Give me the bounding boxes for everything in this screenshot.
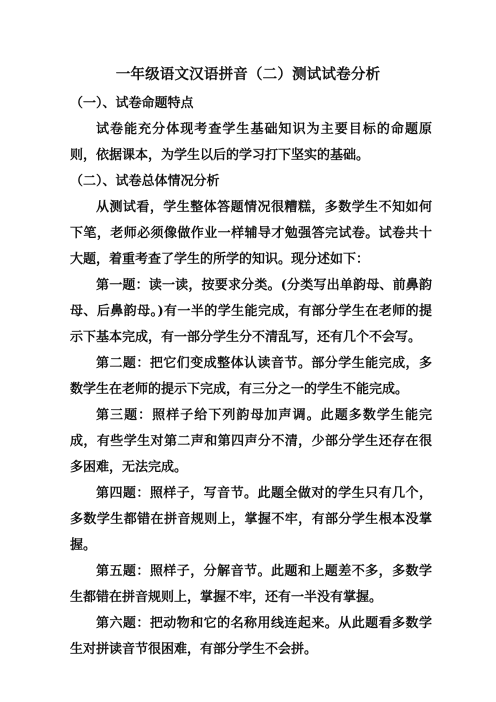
question-5-paragraph: 第五题：照样子，分解音节。此题和上题差不多，多数学生都错在拼音规则上，掌握不牢，还有一半没有掌握。 xyxy=(70,564,432,605)
question-2-paragraph: 第二题：把它们变成整体认读音节。部分学生能完成，多数学生在老师的提示下完成，有三分之一的学生不能完成。 xyxy=(70,356,432,397)
question-4-paragraph: 第四题：照样子，写音节。此题全做对的学生只有几个，多数学生都错在拼音规则上，掌握不牢，有部分学生根本没掌握。 xyxy=(70,486,432,553)
section-2-paragraph: 从测试看，学生整体答题情况很糟糕，多数学生不知如何下笔，老师必须像做作业一样辅导才勉强答完试卷。试卷共十大题，着重考查了学生的所学的知识。现分述如下： xyxy=(70,200,432,267)
section-1-paragraph: 试卷能充分体现考查学生基础知识为主要目标的命题原则，依据课本，为学生以后的学习打下坚实的基础。 xyxy=(70,122,432,163)
question-1-paragraph: 第一题：读一读，按要求分类。(分类写出单韵母、前鼻韵母、后鼻韵母。)有一半的学生能完成，有部分学生在老师的提示下基本完成，有一部分学生分不清乱写，还有几个不会写。 xyxy=(70,278,432,345)
document-title: 一年级语文汉语拼音（二）测试试卷分析 xyxy=(115,66,381,83)
question-6-paragraph: 第六题：把动物和它的名称用线连起来。从此题看多数学生对拼读音节很困难，有部分学生不会拼。 xyxy=(70,616,432,657)
section-1-heading: （一）、试卷命题特点 xyxy=(70,96,194,111)
question-3-paragraph: 第三题：照样子给下列韵母加声调。此题多数学生能完成，有些学生对第二声和第四声分不清，少部分学生还存在很多困难，无法完成。 xyxy=(70,408,432,475)
section-2-heading: （二）、试卷总体情况分析 xyxy=(70,174,220,189)
document-body xyxy=(70,91,432,663)
